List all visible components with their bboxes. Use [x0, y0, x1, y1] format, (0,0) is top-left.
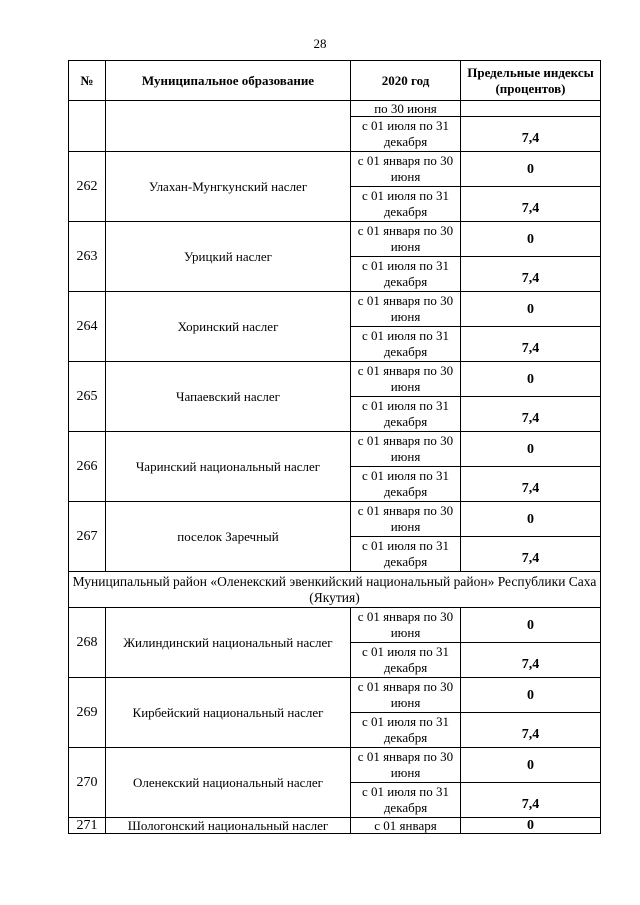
value-cell: 0 — [461, 432, 601, 467]
row-name-cell: Чаринский национальный наслег — [106, 432, 351, 502]
header-num: № — [69, 61, 106, 101]
period-cell: с 01 января по 30 июня — [351, 222, 461, 257]
row-name-cell: поселок Заречный — [106, 502, 351, 572]
row-name-cell: Жилиндинский национальный наслег — [106, 608, 351, 678]
period-cell: с 01 июля по 31 декабря — [351, 713, 461, 748]
value-cell: 0 — [461, 818, 601, 834]
period-cell: с 01 июля по 31 декабря — [351, 783, 461, 818]
header-municipality: Муниципальное образование — [106, 61, 351, 101]
header-year: 2020 год — [351, 61, 461, 101]
value-cell: 7,4 — [461, 257, 601, 292]
period-cell: с 01 июля по 31 декабря — [351, 643, 461, 678]
row-name-cell: Хоринский наслег — [106, 292, 351, 362]
table-header-row — [69, 61, 601, 101]
period-cell: с 01 января по 30 июня — [351, 432, 461, 467]
row-num-cell: 265 — [69, 362, 106, 432]
period-cell: с 01 января — [351, 818, 461, 834]
row-num-cell: 267 — [69, 502, 106, 572]
period-cell: с 01 января по 30 июня — [351, 292, 461, 327]
period-cell: с 01 июля по 31 декабря — [351, 397, 461, 432]
value-cell: 0 — [461, 362, 601, 397]
table-row — [69, 362, 601, 397]
row-name-cell: Кирбейский национальный наслег — [106, 678, 351, 748]
value-cell: 7,4 — [461, 713, 601, 748]
value-cell: 0 — [461, 222, 601, 257]
value-cell: 0 — [461, 748, 601, 783]
period-cell: с 01 июля по 31 декабря — [351, 117, 461, 152]
value-cell: 7,4 — [461, 783, 601, 818]
period-cell: с 01 июля по 31 декабря — [351, 327, 461, 362]
row-name-cell — [106, 101, 351, 152]
value-cell: 7,4 — [461, 117, 601, 152]
table-row — [69, 101, 601, 117]
row-num-cell: 270 — [69, 748, 106, 818]
row-num-cell: 262 — [69, 152, 106, 222]
value-cell: 7,4 — [461, 467, 601, 502]
row-name-cell: Оленекский национальный наслег — [106, 748, 351, 818]
period-cell: с 01 января по 30 июня — [351, 608, 461, 643]
period-cell: с 01 июля по 31 декабря — [351, 187, 461, 222]
region-header-row — [69, 572, 601, 608]
table-row — [69, 152, 601, 187]
row-num-cell: 269 — [69, 678, 106, 748]
row-num-cell: 268 — [69, 608, 106, 678]
row-num-cell — [69, 101, 106, 152]
table-row — [69, 292, 601, 327]
period-cell: с 01 января по 30 июня — [351, 678, 461, 713]
table-row — [69, 608, 601, 643]
table-row — [69, 222, 601, 257]
row-name-cell: Урицкий наслег — [106, 222, 351, 292]
value-cell: 0 — [461, 608, 601, 643]
table-row — [69, 432, 601, 467]
row-num-cell: 266 — [69, 432, 106, 502]
period-cell: с 01 июля по 31 декабря — [351, 257, 461, 292]
period-cell: с 01 января по 30 июня — [351, 502, 461, 537]
value-cell — [461, 101, 601, 117]
table-row — [69, 502, 601, 537]
row-name-cell: Чапаевский наслег — [106, 362, 351, 432]
period-cell: с 01 июля по 31 декабря — [351, 467, 461, 502]
value-cell: 0 — [461, 678, 601, 713]
period-cell: с 01 января по 30 июня — [351, 748, 461, 783]
value-cell: 0 — [461, 152, 601, 187]
value-cell: 0 — [461, 502, 601, 537]
value-cell: 7,4 — [461, 537, 601, 572]
table-row — [69, 678, 601, 713]
row-name-cell: Улахан-Мунгкунский наслег — [106, 152, 351, 222]
period-cell: с 01 января по 30 июня — [351, 362, 461, 397]
table-row — [69, 748, 601, 783]
table-row — [69, 818, 601, 834]
row-name-cell: Шологонский национальный наслег — [106, 818, 351, 834]
tariff-index-table — [68, 60, 601, 834]
period-cell: с 01 января по 30 июня — [351, 152, 461, 187]
value-cell: 7,4 — [461, 327, 601, 362]
period-cell: с 01 июля по 31 декабря — [351, 537, 461, 572]
value-cell: 0 — [461, 292, 601, 327]
row-num-cell: 263 — [69, 222, 106, 292]
page-number: 28 — [313, 36, 327, 51]
row-num-cell: 264 — [69, 292, 106, 362]
value-cell: 7,4 — [461, 643, 601, 678]
value-cell: 7,4 — [461, 187, 601, 222]
period-cell: по 30 июня — [351, 101, 461, 117]
region-header: Муниципальный район «Оленекский эвенкийский национальный район» Республики Саха (Якутия) — [69, 572, 601, 608]
value-cell: 7,4 — [461, 397, 601, 432]
header-indices: Предельные индексы (процентов) — [461, 61, 601, 101]
row-num-cell: 271 — [69, 818, 106, 834]
